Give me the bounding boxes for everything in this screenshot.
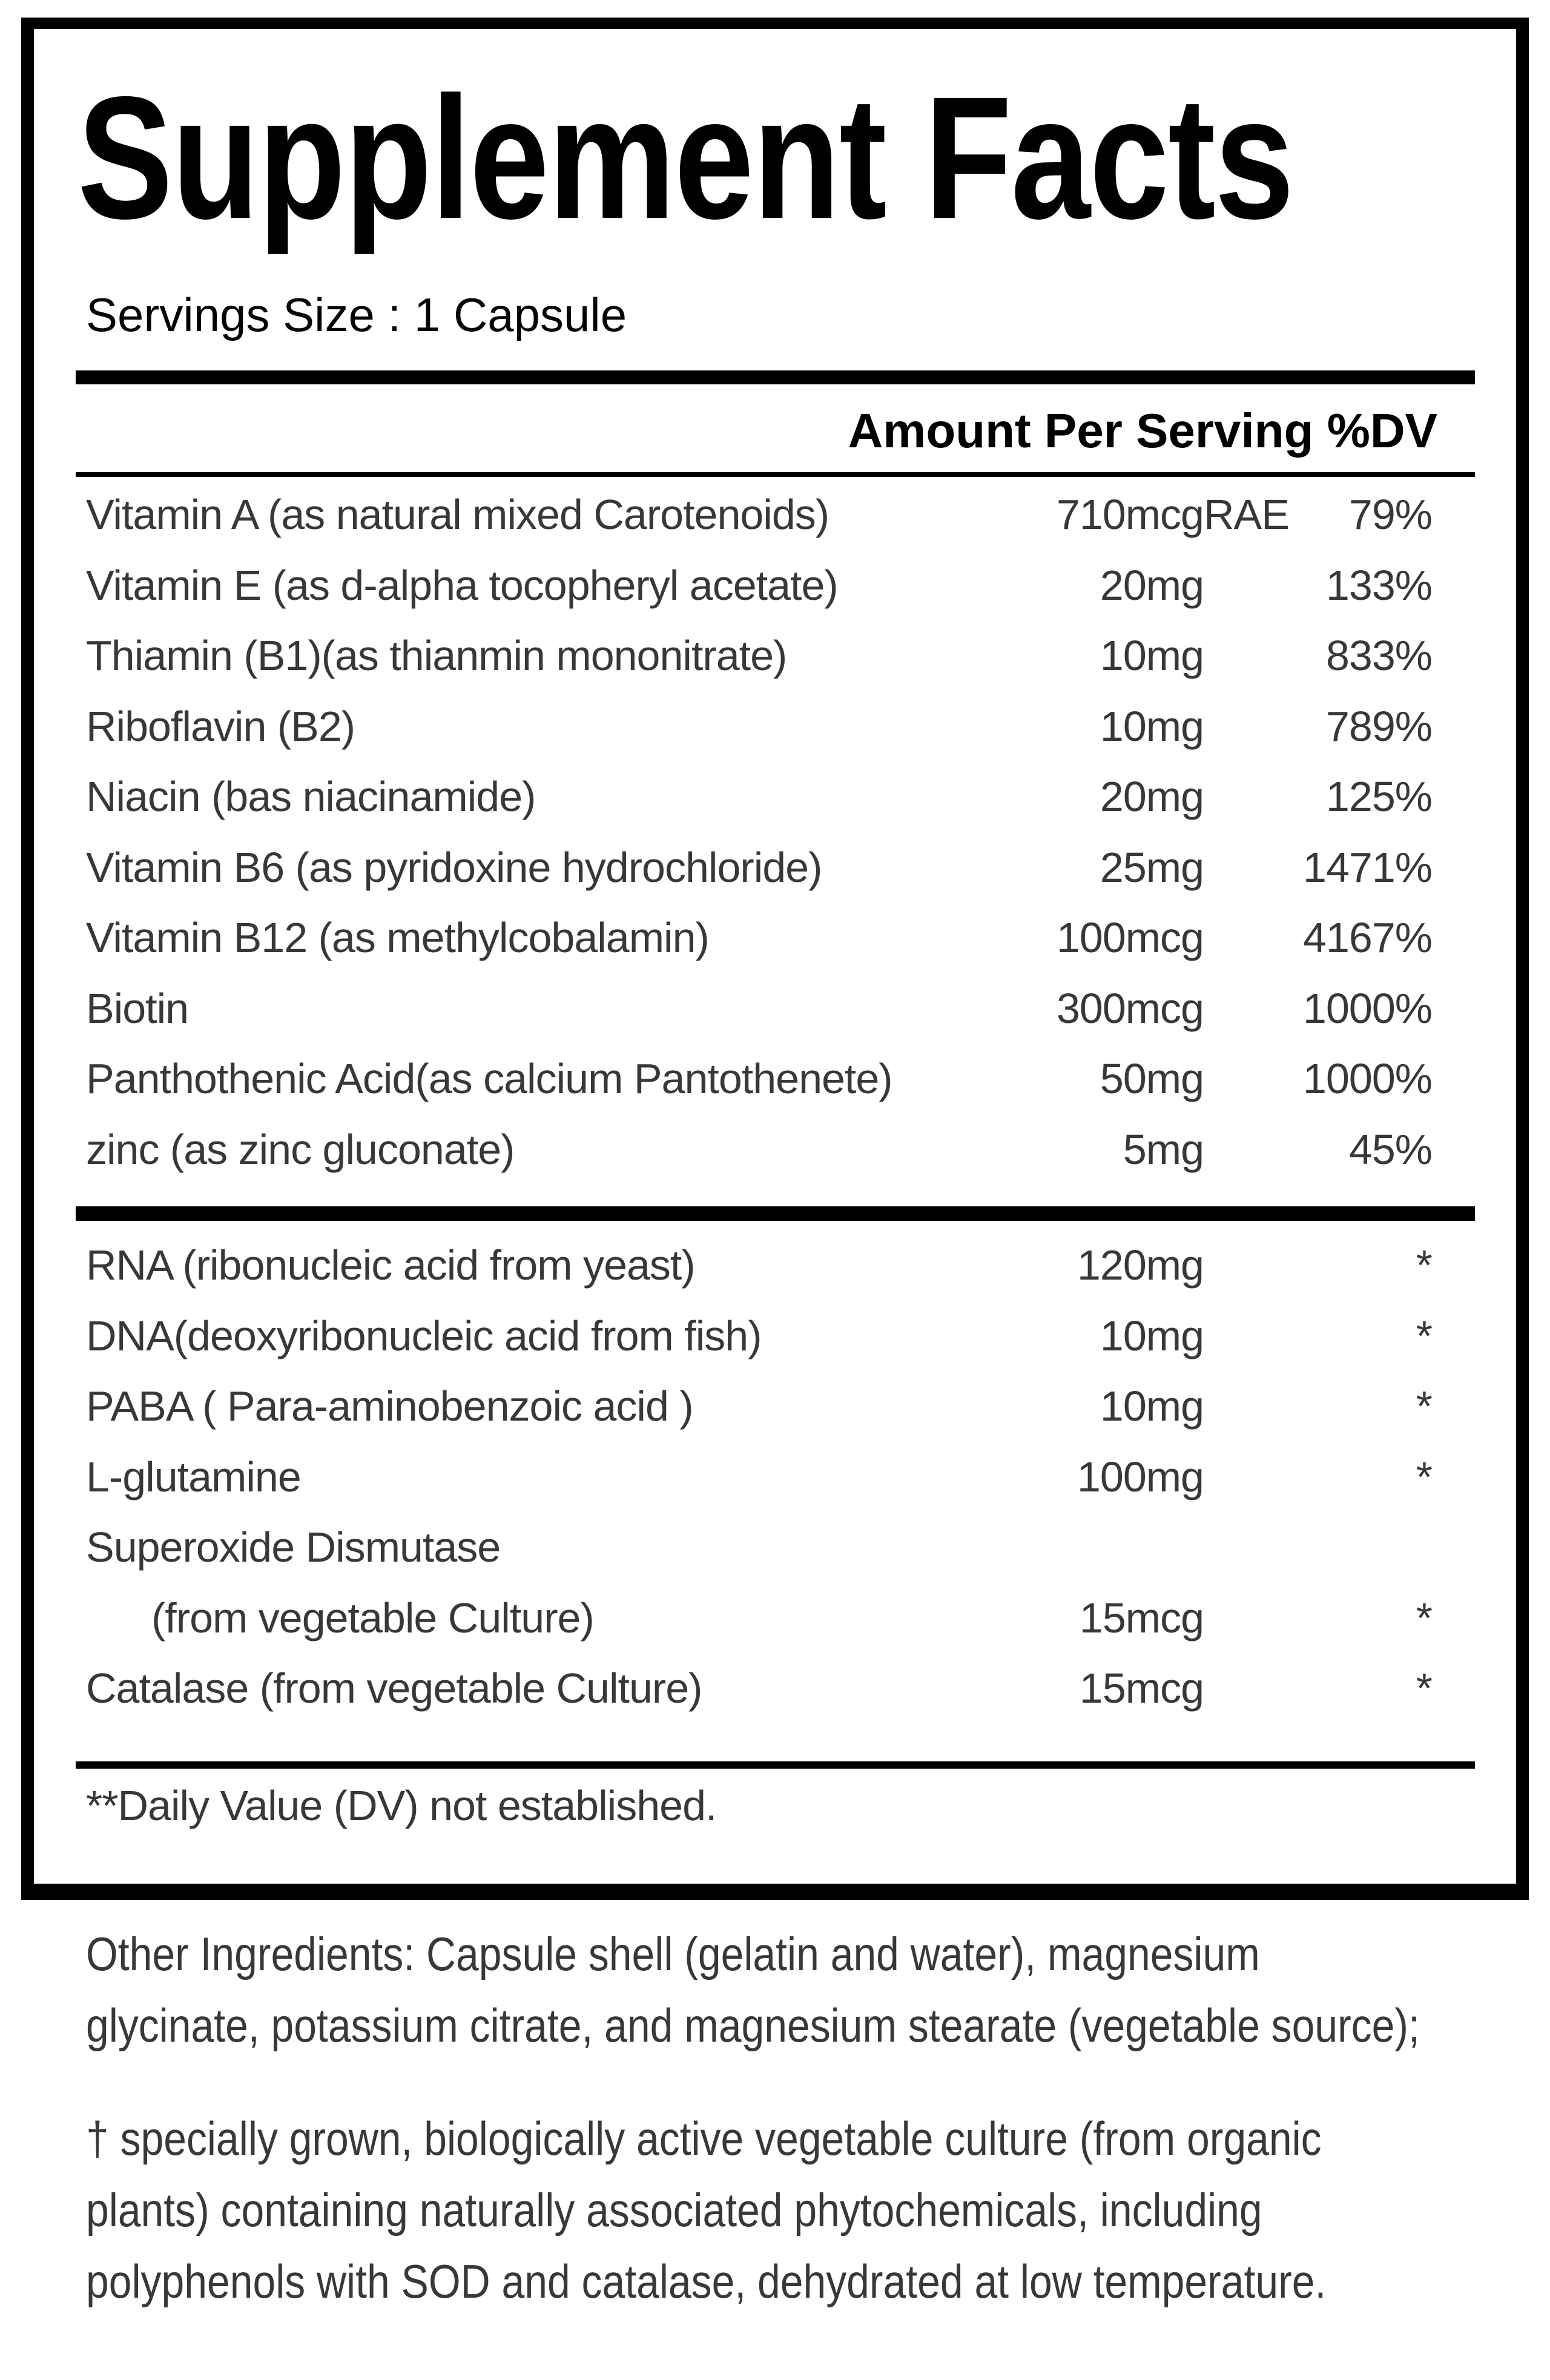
nutrient-row [86,973,1475,1044]
nutrient-name: Riboflavin (B2) [86,702,355,750]
nutrient-daily-value: 45% [1348,1125,1432,1173]
nutrient-name: Vitamin B6 (as pyridoxine hydrochloride) [86,843,822,891]
amount-per-serving-header: Amount Per Serving %DV [848,404,1437,458]
nutrient-row [86,1044,1475,1114]
nutrient-daily-value: 125% [1325,773,1432,820]
nutrient-amount: 15mcg [1079,1665,1204,1712]
nutrient-row [86,1230,1475,1301]
nutrient-amount: 50mg [1100,1055,1204,1102]
nutrient-name: L-glutamine [86,1453,301,1501]
nutrient-name: RNA (ribonucleic acid from yeast) [86,1241,695,1289]
daily-value-footnote: **Daily Value (DV) not established. [86,1782,717,1829]
nutrient-name: Thiamin (B1)(as thianmin mononitrate) [86,632,787,679]
page-title: Supplement Facts [78,61,1293,255]
nutrient-amount [949,1512,1204,1583]
nutrient-amount: 5mg [1123,1125,1204,1173]
nutrient-daily-value: * [1416,1382,1432,1430]
nutrient-amount: 10mg [1100,1312,1204,1359]
nutrient-daily-value: 1000% [1303,984,1432,1032]
nutrient-daily-value: * [1416,1241,1432,1289]
nutrient-daily-value: 133% [1325,561,1432,609]
nutrient-amount: 10mg [1100,632,1204,679]
nutrient-row [86,1114,1475,1185]
nutrient-row [86,1301,1475,1372]
nutrient-row [86,1442,1475,1513]
nutrient-name: Panthothenic Acid(as calcium Pantothenete) [86,1055,892,1102]
nutrient-daily-value: 833% [1325,632,1432,679]
dagger-footnote-paragraph [86,2103,1326,2317]
nutrient-row [86,832,1475,903]
nutrient-amount: 15mcg [1079,1594,1204,1642]
nutrient-amount: 20mg [1100,561,1204,609]
nutrient-amount: 120mg [1077,1241,1204,1289]
paragraph-line: polyphenols with SOD and catalase, dehydrated at low temperature. [86,2255,1327,2308]
nutrient-daily-value: * [1416,1453,1432,1501]
nutrient-table-vitamins [86,479,1475,1185]
nutrient-amount: 710mcgRAE [1056,491,1289,538]
nutrient-daily-value: 1000% [1303,1055,1432,1102]
nutrient-amount: 10mg [1100,1382,1204,1430]
nutrient-table-other-actives [86,1230,1475,1724]
other-ingredients-paragraph [86,1918,1420,2061]
nutrient-amount: 25mg [1100,843,1204,891]
nutrient-amount: 300mcg [1056,984,1204,1032]
header-rule [76,472,1475,477]
nutrient-name: Vitamin B12 (as methylcobalamin) [86,914,709,961]
nutrient-row [86,691,1475,762]
nutrient-name: Vitamin A (as natural mixed Carotenoids) [86,491,829,538]
nutrient-name: Vitamin E (as d-alpha tocopheryl acetate) [86,561,838,609]
nutrient-name: zinc (as zinc gluconate) [86,1125,515,1173]
nutrient-name: PABA ( Para-aminobenzoic acid ) [86,1382,693,1430]
nutrient-amount: 100mg [1077,1453,1204,1501]
nutrient-row [86,1583,1475,1654]
nutrient-row [86,1371,1475,1442]
nutrient-name: DNA(deoxyribonucleic acid from fish) [86,1312,762,1359]
nutrient-daily-value: 1471% [1303,843,1432,891]
nutrient-row [86,550,1475,621]
nutrient-row [86,479,1475,550]
nutrient-daily-value: * [1416,1665,1432,1712]
serving-size-text: Servings Size : 1 Capsule [86,288,627,341]
nutrient-row [86,902,1475,973]
nutrient-amount: 100mcg [1056,914,1204,961]
nutrient-daily-value: 789% [1325,702,1432,750]
nutrient-amount: 10mg [1100,702,1204,750]
nutrient-amount: 20mg [1100,773,1204,820]
nutrient-name: (from vegetable Culture) [151,1594,594,1642]
nutrient-name: Biotin [86,984,189,1032]
nutrient-row [86,1512,1475,1583]
footnote-rule [76,1761,1475,1769]
nutrient-daily-value: 79% [1348,491,1432,538]
nutrient-daily-value: 4167% [1303,914,1432,961]
paragraph-line: plants) containing naturally associated phytochemicals, including [86,2183,1262,2237]
nutrient-name: Superoxide Dismutase [86,1524,501,1571]
separator-bar-middle [76,1206,1475,1221]
nutrient-name: Catalase (from vegetable Culture) [86,1665,702,1712]
separator-bar-top [76,370,1475,384]
nutrient-row [86,761,1475,832]
nutrient-daily-value [1204,1512,1475,1583]
nutrient-daily-value: * [1416,1312,1432,1359]
paragraph-line: glycinate, potassium citrate, and magnesium stearate (vegetable source); [86,1999,1420,2052]
paragraph-line: † specially grown, biologically active vegetable culture (from organic [86,2112,1322,2165]
nutrient-name: Niacin (bas niacinamide) [86,773,536,820]
nutrient-row [86,1653,1475,1724]
nutrient-daily-value: * [1416,1594,1432,1642]
paragraph-line: Other Ingredients: Capsule shell (gelatin and water), magnesium [86,1927,1260,1981]
nutrient-row [86,620,1475,691]
